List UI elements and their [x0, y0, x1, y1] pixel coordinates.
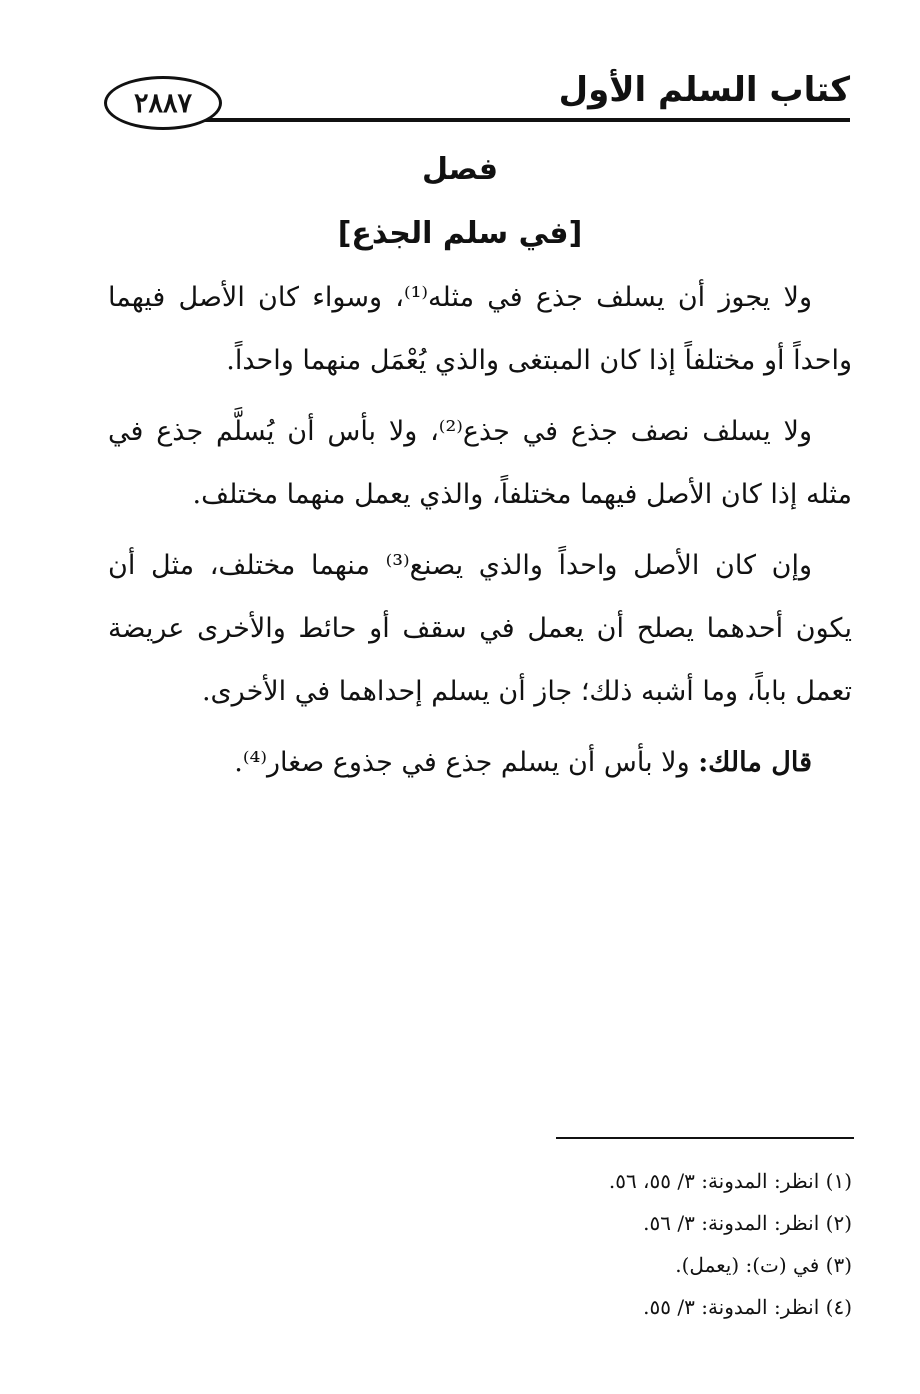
book-title: كتاب السلم الأول [558, 70, 850, 110]
quote-text: ولا بأس أن يسلم جذع في جذوع صغار⁽⁴⁾. [234, 747, 699, 778]
quote-paragraph [108, 731, 852, 794]
paragraph: وإن كان الأصل واحداً والذي يصنع⁽³⁾ منهما مختلف، مثل أن يكون أحدهما يصلح أن يعمل في سقف أو حائط والأخرى عريضة تعمل باباً، وما أشبه ذلك؛ جاز أن يسلم إحداهما في الأخرى. [108, 550, 852, 707]
section-title: فصل [422, 152, 498, 187]
footnote: (٢) انظر: المدونة: ٣/ ٥٦. [643, 1211, 852, 1235]
header-rule [198, 118, 850, 122]
footnote: (٣) في (ت): (يعمل). [675, 1253, 852, 1277]
footnote: (١) انظر: المدونة: ٣/ ٥٥، ٥٦. [608, 1169, 852, 1193]
page-number: ٢٨٨٧ [133, 87, 192, 119]
footnote-separator [556, 1137, 854, 1139]
page-number-badge [104, 76, 222, 130]
paragraph: ولا يجوز أن يسلف جذع في مثله⁽¹⁾، وسواء كان الأصل فيهما واحداً أو مختلفاً إذا كان المبتغى والذي يُعْمَل منهما واحداً. [108, 282, 852, 376]
footnotes [400, 1160, 852, 1328]
footnote: (٤) انظر: المدونة: ٣/ ٥٥. [643, 1295, 852, 1319]
paragraph: ولا يسلف نصف جذع في جذع⁽²⁾، ولا بأس أن يُسلَّم جذع في مثله إذا كان الأصل فيهما مختلفاً، والذي يعمل منهما مختلف. [108, 416, 852, 510]
quote-speaker: قال مالك: [698, 747, 812, 778]
body-text [108, 266, 852, 802]
section-subtitle: [في سلم الجذع] [337, 216, 583, 251]
